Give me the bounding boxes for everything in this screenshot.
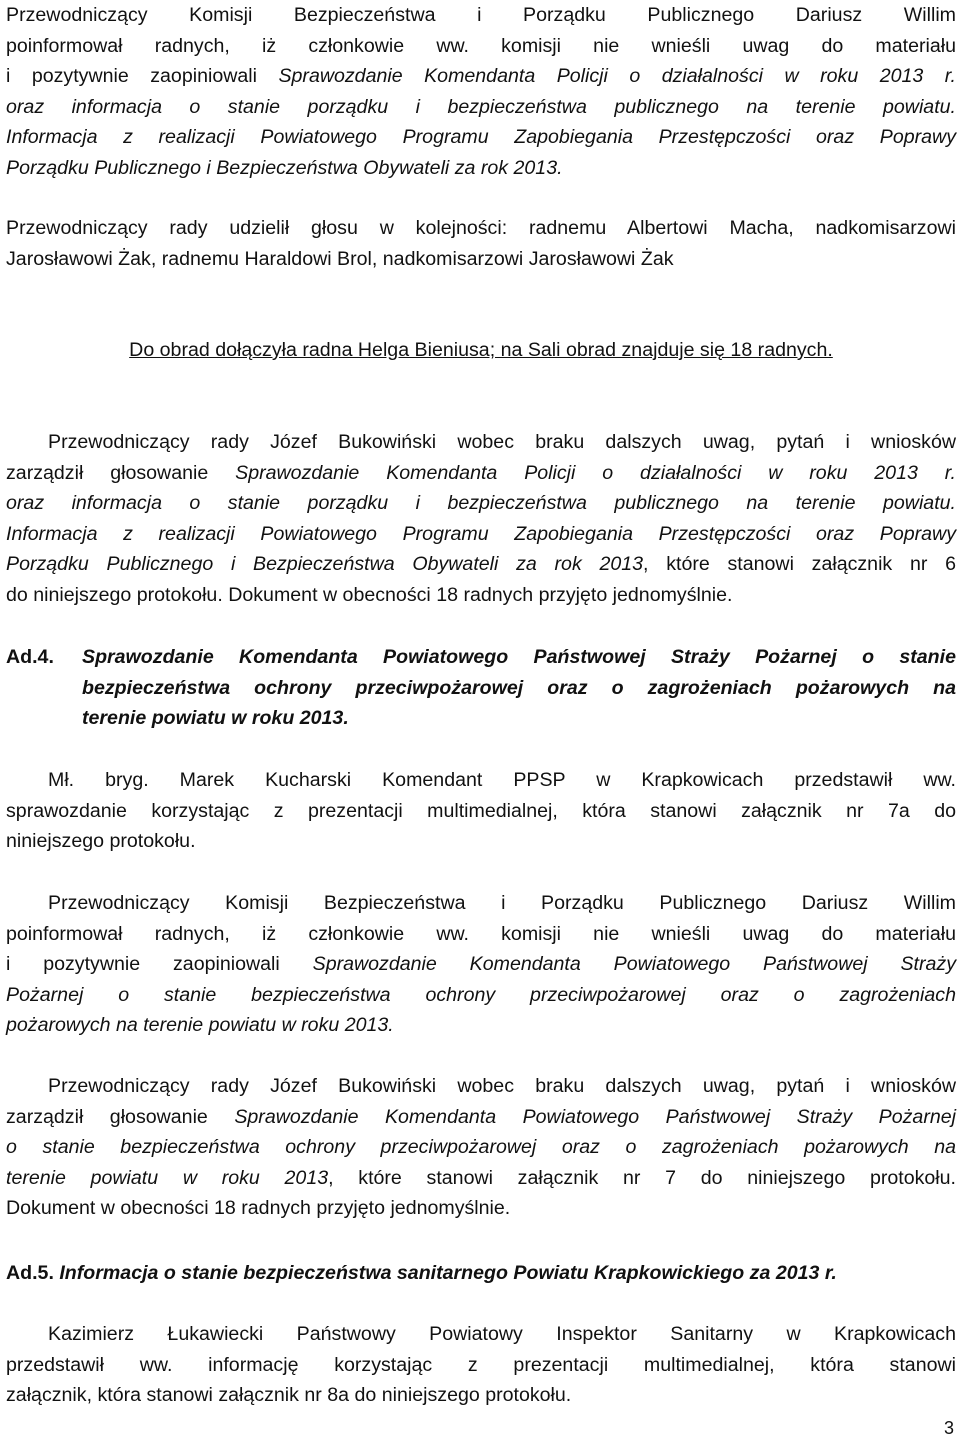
text-line: Przewodniczący rady Józef Bukowiński wobec braku dalszych uwag, pytań i wniosków xyxy=(48,1075,956,1097)
page-number: 3 xyxy=(943,1418,954,1438)
text-line: Dokument w obecności 18 radnych przyjęto jednomyślnie. xyxy=(6,1197,511,1220)
text-line: załącznik, która stanowi załącznik nr 8a do niniejszego protokołu. xyxy=(6,1384,572,1407)
text-line xyxy=(6,1258,956,1289)
text-line: Jarosławowi Żak, radnemu Haraldowi Brol, nadkomisarzowi Jarosławowi Żak xyxy=(6,247,674,270)
text-line: poinformował radnych, iż członkowie ww. komisji nie wnieśli uwag do materiału xyxy=(6,922,956,945)
text-line: Przewodniczący rady udzielił głosu w kolejności: radnemu Albertowi Macha, nadkomisarzowi xyxy=(6,217,956,239)
text-line: sprawozdanie korzystając z prezentacji multimedialnej, która stanowi załącznik nr 7a do xyxy=(6,799,956,822)
text-line: poinformował radnych, iż członkowie ww. komisji nie wnieśli uwag do materiału xyxy=(6,34,956,57)
paragraph-vote-police xyxy=(6,427,956,611)
text-line: terenie powiatu w roku 2013, które stanowi załącznik nr 7 do niniejszego protokołu. xyxy=(6,1166,956,1189)
text-line: terenie powiatu w roku 2013. xyxy=(82,707,349,730)
text-line: zarządził głosowanie Sprawozdanie Komendanta Powiatowego Państwowej Straży Pożarnej xyxy=(6,1105,956,1128)
text-line: niniejszego protokołu. xyxy=(6,830,196,853)
text-line: Sprawozdanie Komendanta Powiatowego Państwowej Straży Pożarnej o stanie xyxy=(82,646,956,668)
text-line: Kazimierz Łukawiecki Państwowy Powiatowy Inspektor Sanitarny w Krapkowicach xyxy=(48,1323,956,1345)
paragraph-vote-fire xyxy=(6,1071,956,1224)
text-line: Przewodniczący Komisji Bezpieczeństwa i Porządku Publicznego Dariusz Willim xyxy=(6,4,956,26)
text-line: bezpieczeństwa ochrony przeciwpożarowej oraz o zagrożeniach pożarowych na xyxy=(82,676,956,699)
text-line: zarządził głosowanie Sprawozdanie Komendanta Policji o działalności w roku 2013 r. xyxy=(6,461,956,484)
text-line: oraz informacja o stanie porządku i bezpieczeństwa publicznego na terenie powiatu. xyxy=(6,492,956,515)
text-line: Przewodniczący Komisji Bezpieczeństwa i Porządku Publicznego Dariusz Willim xyxy=(48,892,956,914)
text-line: Porządku Publicznego i Bezpieczeństwa Obywateli za rok 2013. xyxy=(6,156,563,179)
paragraph-fire-presentation xyxy=(6,765,956,857)
paragraph-sanitary-presentation xyxy=(6,1319,956,1411)
paragraph-commission-opinion-police xyxy=(6,0,956,184)
paragraph-speakers xyxy=(6,213,956,274)
agenda-title: Informacja o stanie bezpieczeństwa sanitarnego Powiatu Krapkowickiego za 2013 r. xyxy=(59,1262,837,1284)
text-line: do niniejszego protokołu. Dokument w obecności 18 radnych przyjęto jednomyślnie. xyxy=(6,583,733,606)
text-line: o stanie bezpieczeństwa ochrony przeciwpożarowej oraz o zagrożeniach pożarowych na xyxy=(6,1136,956,1159)
text-line: oraz informacja o stanie porządku i bezpieczeństwa publicznego na terenie powiatu. xyxy=(6,95,956,118)
text-line: Porządku Publicznego i Bezpieczeństwa Obywateli za rok 2013, które stanowi załącznik nr 6 xyxy=(6,553,956,576)
paragraph-attendance: Do obrad dołączyła radna Helga Bieniusa; na Sali obrad znajduje się 18 radnych. xyxy=(129,339,833,361)
text-line: pożarowych na terenie powiatu w roku 2013. xyxy=(6,1014,394,1037)
text-line: Mł. bryg. Marek Kucharski Komendant PPSP w Krapkowicach przedstawił ww. xyxy=(48,769,956,791)
text-line: Informacja z realizacji Powiatowego Programu Zapobiegania Przestępczości oraz Poprawy xyxy=(6,522,956,545)
agenda-number: Ad.4. xyxy=(6,646,54,668)
agenda-item-5 xyxy=(6,1258,956,1289)
agenda-number: Ad.5. xyxy=(6,1262,54,1284)
text-line: Przewodniczący rady Józef Bukowiński wobec braku dalszych uwag, pytań i wniosków xyxy=(48,431,956,453)
text-line: Informacja z realizacji Powiatowego Programu Zapobiegania Przestępczości oraz Poprawy xyxy=(6,126,956,149)
agenda-title xyxy=(82,642,956,734)
text-line: Pożarnej o stanie bezpieczeństwa ochrony przeciwpożarowej oraz o zagrożeniach xyxy=(6,983,956,1006)
text-line: przedstawił ww. informację korzystając z prezentacji multimedialnej, która stanowi xyxy=(6,1353,956,1376)
text-line: i pozytywnie zaopiniowali Sprawozdanie Komendanta Policji o działalności w roku 2013 r. xyxy=(6,65,956,88)
text-line: i pozytywnie zaopiniowali Sprawozdanie Komendanta Powiatowego Państwowej Straży xyxy=(6,953,956,976)
paragraph-commission-opinion-fire xyxy=(6,888,956,1041)
